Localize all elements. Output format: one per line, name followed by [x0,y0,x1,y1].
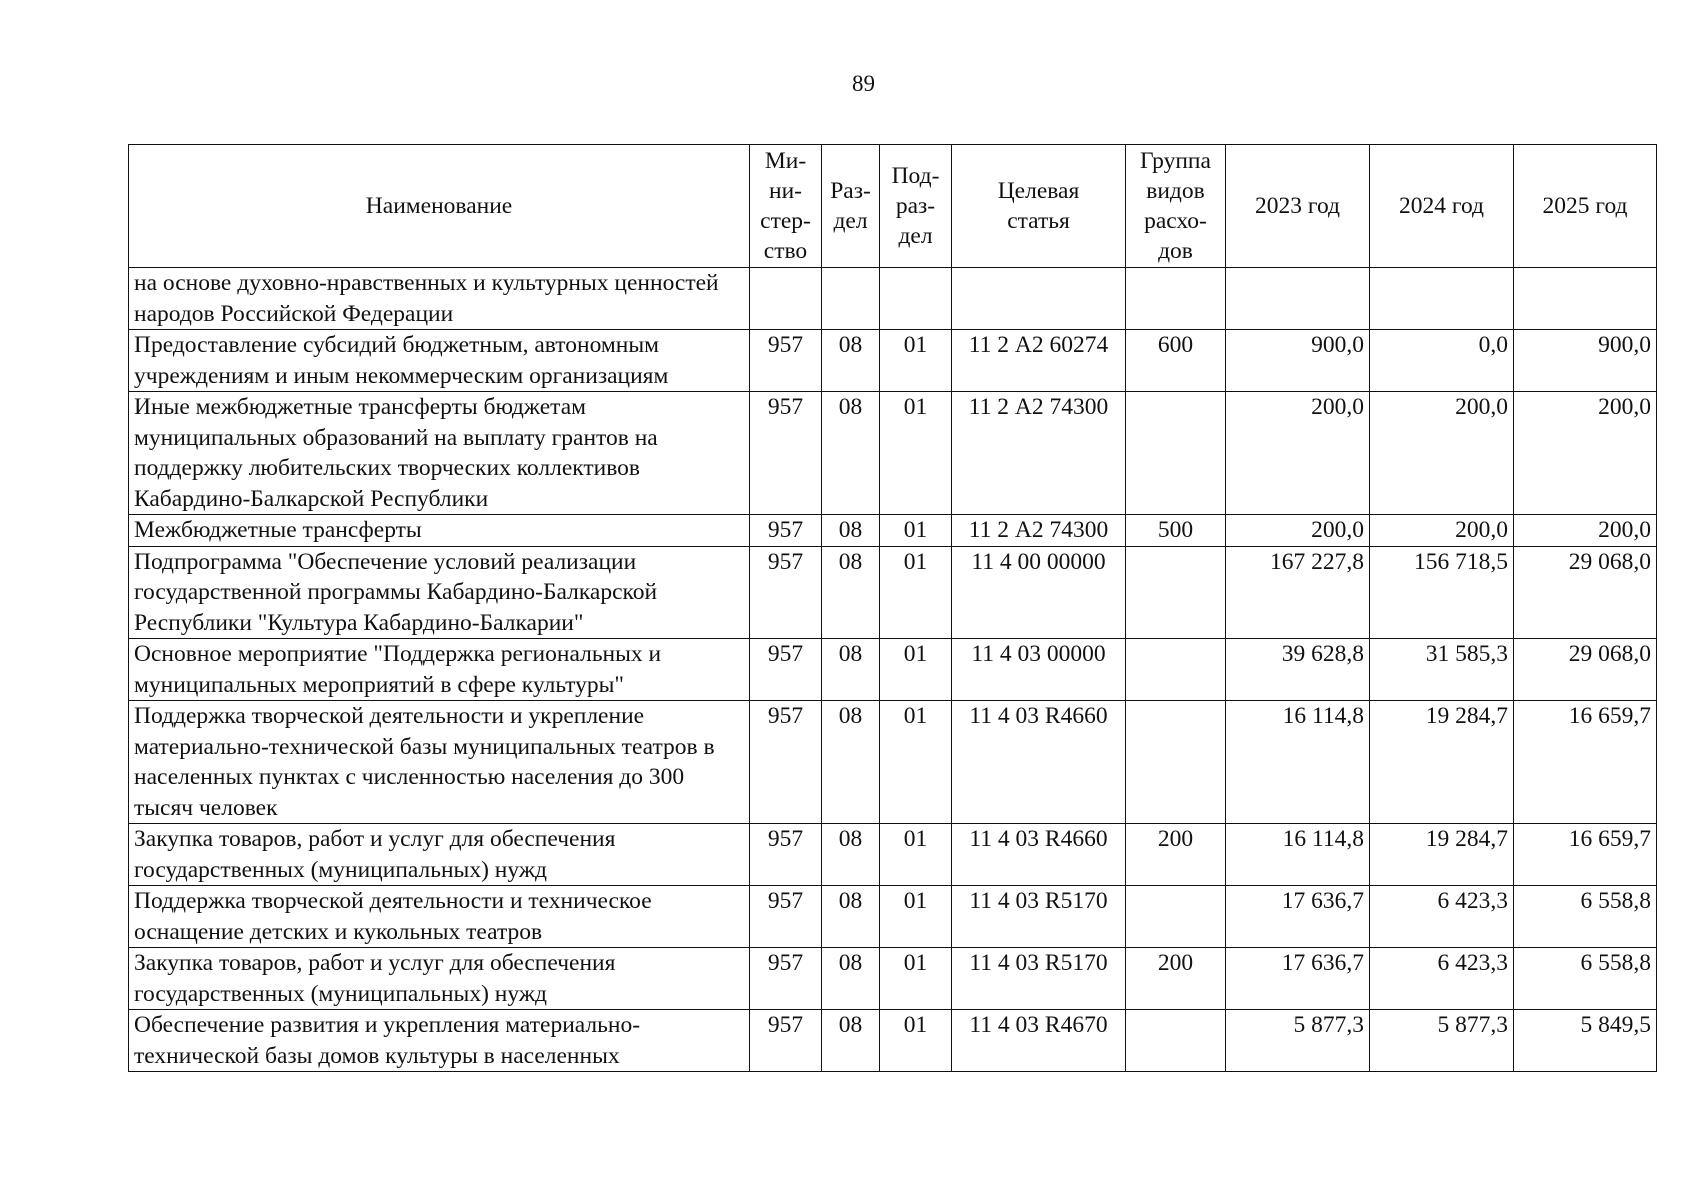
cell-2024 [1370,268,1514,330]
table-header-row [129,145,1657,268]
header-section: Раз- дел [822,145,880,268]
table-row [129,330,1657,392]
cell-2023: 16 114,8 [1226,701,1370,824]
cell-name: Предоставление субсидий бюджетным, автономным учреждениям и иным некоммерческим организациям [129,330,750,392]
cell-2025: 16 659,7 [1514,824,1657,886]
cell-section: 08 [822,392,880,515]
cell-2025: 6 558,8 [1514,948,1657,1010]
cell-name: Закупка товаров, работ и услуг для обеспечения государственных (муниципальных) нужд [129,948,750,1010]
cell-target: 11 4 03 R4670 [952,1010,1126,1072]
cell-ministry: 957 [750,392,822,515]
cell-expense-group: 200 [1126,824,1226,886]
cell-target: 11 4 03 R4660 [952,701,1126,824]
cell-2023: 200,0 [1226,515,1370,547]
cell-2023: 167 227,8 [1226,546,1370,639]
cell-subsection: 01 [880,546,952,639]
table-row [129,268,1657,330]
cell-name: на основе духовно-нравственных и культурных ценностей народов Российской Федерации [129,268,750,330]
cell-name: Поддержка творческой деятельности и техническое оснащение детских и кукольных театров [129,886,750,948]
cell-section: 08 [822,886,880,948]
cell-name: Основное мероприятие "Поддержка региональных и муниципальных мероприятий в сфере культуры" [129,639,750,701]
cell-2024: 6 423,3 [1370,886,1514,948]
cell-subsection: 01 [880,330,952,392]
header-2024: 2024 год [1370,145,1514,268]
cell-2025: 16 659,7 [1514,701,1657,824]
cell-section: 08 [822,546,880,639]
cell-ministry: 957 [750,1010,822,1072]
cell-2024: 156 718,5 [1370,546,1514,639]
cell-ministry: 957 [750,948,822,1010]
table-row [129,886,1657,948]
cell-ministry: 957 [750,701,822,824]
cell-target: 11 2 А2 74300 [952,392,1126,515]
cell-section: 08 [822,330,880,392]
cell-2023: 39 628,8 [1226,639,1370,701]
cell-expense-group [1126,392,1226,515]
header-subsection: Под- раз- дел [880,145,952,268]
cell-section: 08 [822,948,880,1010]
cell-section: 08 [822,639,880,701]
cell-2024: 0,0 [1370,330,1514,392]
cell-expense-group [1126,268,1226,330]
table-row [129,546,1657,639]
table-row [129,824,1657,886]
cell-ministry: 957 [750,515,822,547]
cell-expense-group [1126,639,1226,701]
cell-ministry: 957 [750,330,822,392]
cell-expense-group [1126,886,1226,948]
cell-2024: 200,0 [1370,515,1514,547]
table-row [129,1010,1657,1072]
cell-subsection: 01 [880,639,952,701]
cell-2025 [1514,268,1657,330]
cell-section: 08 [822,515,880,547]
table-row [129,701,1657,824]
cell-subsection: 01 [880,948,952,1010]
cell-expense-group: 200 [1126,948,1226,1010]
cell-2025: 29 068,0 [1514,546,1657,639]
cell-2025: 200,0 [1514,392,1657,515]
budget-table [128,144,1657,1072]
cell-2023 [1226,268,1370,330]
cell-2023: 5 877,3 [1226,1010,1370,1072]
header-name: Наименование [129,145,750,268]
header-2025: 2025 год [1514,145,1657,268]
cell-2025: 200,0 [1514,515,1657,547]
cell-name: Поддержка творческой деятельности и укрепление материально-технической базы муниципальных театров в населенных пунктах с численностью населения до 300 тысяч человек [129,701,750,824]
cell-2023: 17 636,7 [1226,948,1370,1010]
cell-name: Подпрограмма "Обеспечение условий реализации государственной программы Кабардино-Балкарской Республики "Культура Кабардино-Балкарии" [129,546,750,639]
cell-section: 08 [822,701,880,824]
header-ministry: Ми- ни- стер- ство [750,145,822,268]
cell-subsection: 01 [880,515,952,547]
cell-name: Закупка товаров, работ и услуг для обеспечения государственных (муниципальных) нужд [129,824,750,886]
cell-expense-group [1126,701,1226,824]
cell-2023: 900,0 [1226,330,1370,392]
cell-target: 11 4 03 00000 [952,639,1126,701]
cell-2023: 16 114,8 [1226,824,1370,886]
cell-name: Иные межбюджетные трансферты бюджетам муниципальных образований на выплату грантов на поддержку любительских творческих коллективов Кабардино-Балкарской Республики [129,392,750,515]
cell-subsection: 01 [880,824,952,886]
cell-2024: 19 284,7 [1370,701,1514,824]
table-body [129,268,1657,1072]
cell-2025: 900,0 [1514,330,1657,392]
header-target: Целевая статья [952,145,1126,268]
table-row [129,639,1657,701]
cell-subsection: 01 [880,886,952,948]
cell-ministry: 957 [750,824,822,886]
cell-ministry: 957 [750,639,822,701]
cell-target: 11 4 03 R5170 [952,886,1126,948]
table-row [129,948,1657,1010]
page-number: 89 [852,71,875,96]
cell-target: 11 2 А2 60274 [952,330,1126,392]
cell-section: 08 [822,1010,880,1072]
header-2023: 2023 год [1226,145,1370,268]
cell-2024: 19 284,7 [1370,824,1514,886]
cell-subsection: 01 [880,1010,952,1072]
cell-target: 11 4 03 R5170 [952,948,1126,1010]
cell-2023: 200,0 [1226,392,1370,515]
cell-2025: 29 068,0 [1514,639,1657,701]
cell-ministry [750,268,822,330]
cell-2024: 6 423,3 [1370,948,1514,1010]
cell-expense-group [1126,546,1226,639]
cell-name: Межбюджетные трансферты [129,515,750,547]
cell-section: 08 [822,824,880,886]
cell-2024: 200,0 [1370,392,1514,515]
cell-expense-group: 500 [1126,515,1226,547]
cell-ministry: 957 [750,886,822,948]
cell-name: Обеспечение развития и укрепления материально-технической базы домов культуры в населенных [129,1010,750,1072]
cell-target: 11 4 03 R4660 [952,824,1126,886]
cell-subsection: 01 [880,392,952,515]
cell-subsection: 01 [880,701,952,824]
cell-2025: 6 558,8 [1514,886,1657,948]
cell-subsection [880,268,952,330]
cell-2025: 5 849,5 [1514,1010,1657,1072]
table-row [129,515,1657,547]
cell-target [952,268,1126,330]
cell-target: 11 4 00 00000 [952,546,1126,639]
table-row [129,392,1657,515]
cell-expense-group: 600 [1126,330,1226,392]
cell-2023: 17 636,7 [1226,886,1370,948]
cell-expense-group [1126,1010,1226,1072]
cell-section [822,268,880,330]
cell-ministry: 957 [750,546,822,639]
cell-2024: 5 877,3 [1370,1010,1514,1072]
cell-2024: 31 585,3 [1370,639,1514,701]
cell-target: 11 2 А2 74300 [952,515,1126,547]
header-expense-group: Группа видов расхо- дов [1126,145,1226,268]
